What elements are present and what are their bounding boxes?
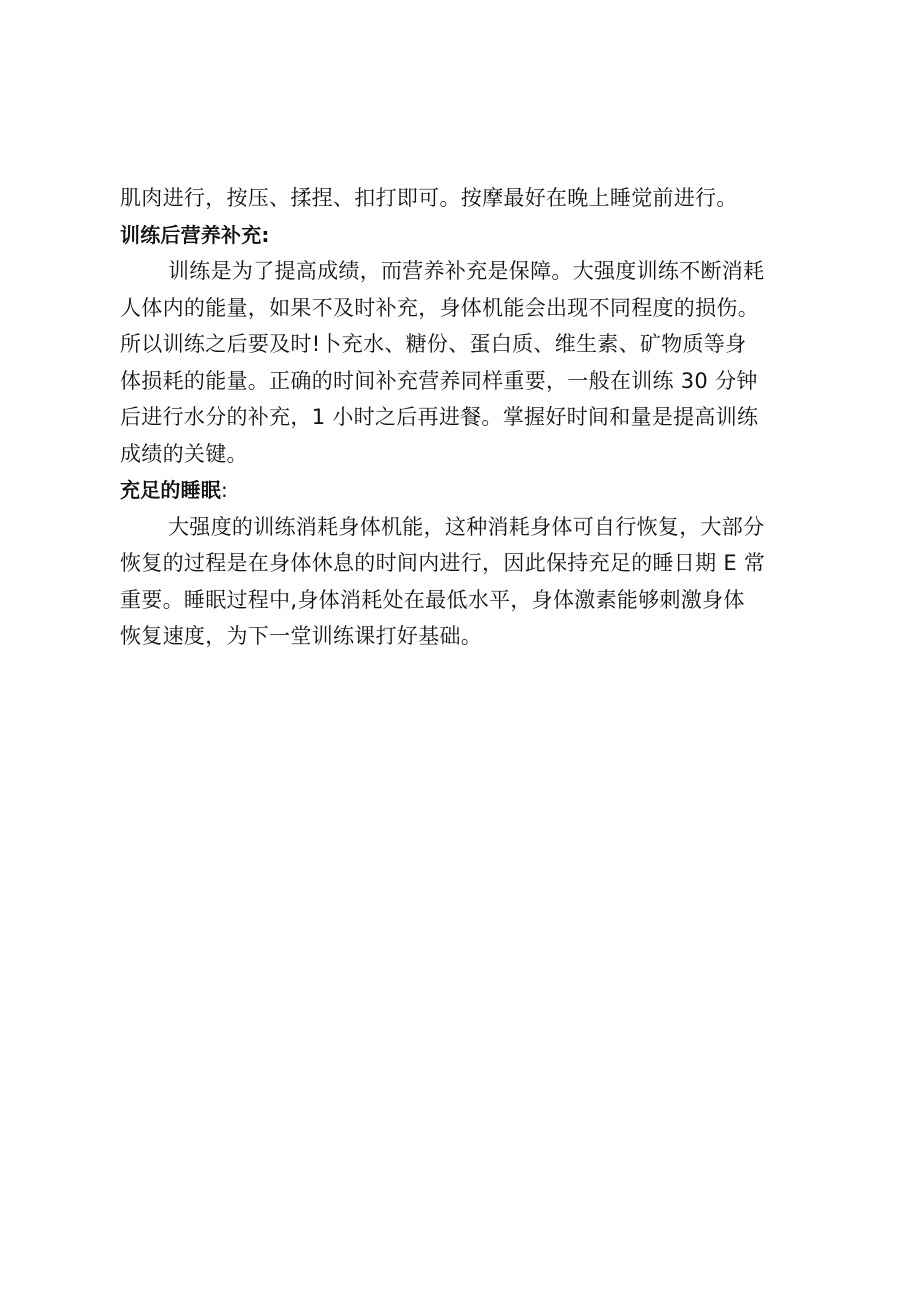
paragraph-line: 恢复的过程是在身体休息的时间内进行，因此保持充足的睡日期 E 常 <box>120 551 766 575</box>
paragraph-line: 恢复速度，为下一堂训练课打好基础。 <box>120 624 483 648</box>
section-heading-sleep-text: 充足的睡眠 <box>120 478 221 502</box>
section-heading-sleep <box>120 472 820 509</box>
paragraph-line: 体损耗的能量。正确的时间补充营养同样重要，一般在训练 30 分钟 <box>120 368 758 393</box>
paragraph-line: 所以训练之后要及时!卜充水、糖份、蛋白质、维生素、矿物质等身 <box>120 332 747 356</box>
section-heading-nutrition: 训练后营养补充: <box>120 222 270 247</box>
paragraph-line: 大强度的训练消耗身体机能，这种消耗身体可自行恢复，大部分 <box>168 514 765 539</box>
paragraph-line: 人体内的能量，如果不及时补充，身体机能会出现不同程度的损伤。 <box>120 295 759 320</box>
paragraph-line: 肌肉进行，按压、揉捏、扣打即可。按摩最好在晚上睡觉前进行。 <box>120 186 738 210</box>
paragraph-line: 训练是为了提高成绩，而营养补充是保障。大强度训练不断消耗 <box>168 259 765 283</box>
section-heading-sleep-colon: : <box>221 478 228 502</box>
document-body <box>120 180 820 655</box>
paragraph-line: 后进行水分的补充，1 小时之后再进餐。掌握好时间和量是提高训练 <box>120 405 759 429</box>
paragraph-line: 成绩的关键。 <box>120 441 248 466</box>
paragraph-line: 重要。睡眠过程中,身体消耗处在最低水平，身体激素能够刺激身体 <box>120 587 745 612</box>
